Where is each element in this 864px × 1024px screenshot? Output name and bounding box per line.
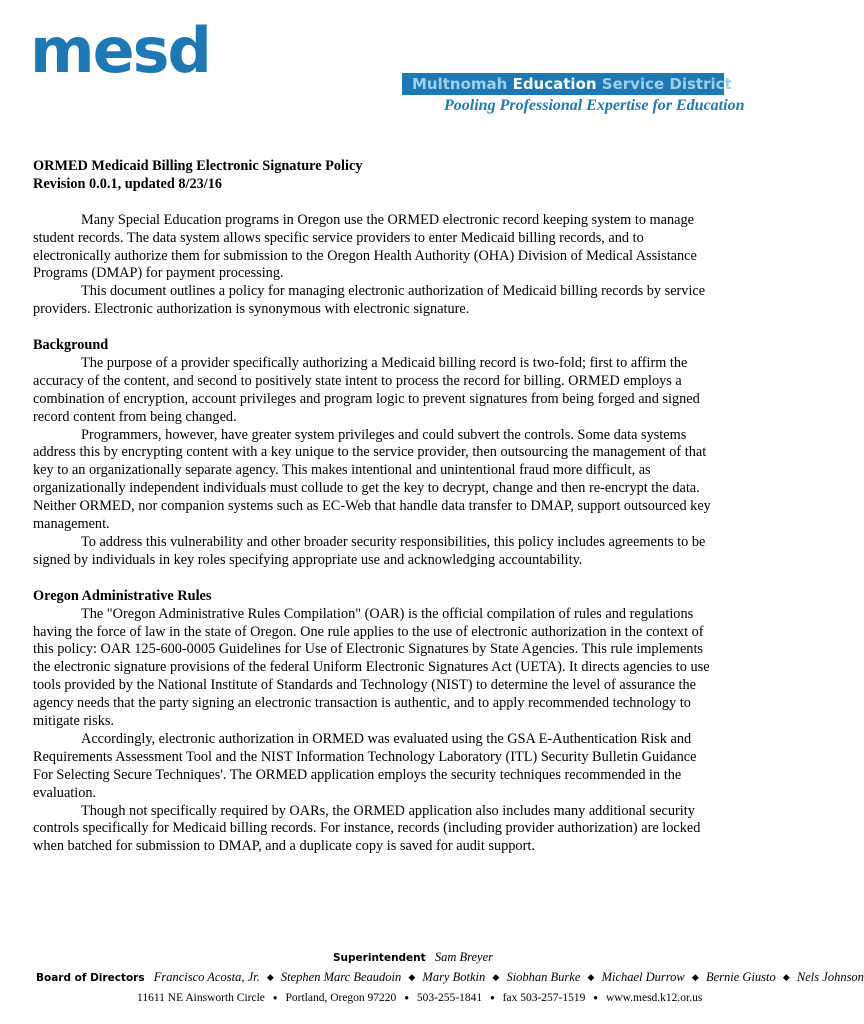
board-member: Francisco Acosta, Jr. (153, 970, 260, 984)
document-body (33, 158, 717, 856)
phone-number: 503-255-1841 (416, 992, 483, 1004)
bullet-separator-icon: ● (404, 993, 410, 1002)
mesd-logo: mesd (30, 14, 210, 87)
section-heading-oar: Oregon Administrative Rules (33, 587, 212, 604)
letterhead (0, 0, 770, 130)
diamond-separator-icon: ◆ (408, 972, 416, 982)
board-member: Nels Johnson (796, 970, 864, 984)
paragraph: The "Oregon Administrative Rules Compilation" (OAR) is the official compilation of rules and regulations having the force of law in the state of Oregon. One rule applies to the use of electronic authorization in the context of this policy: OAR 125-600-0005 Guidelines for Use of Electronic Signatures by State Agencies. This rule implements the electronic signature provisions of the federal Uniform Electronic Signatures Act (UETA). It directs agencies to use tools provided by the National Institute of Standards and Technology (NIST) to determine the level of assurance the agency needs that the party signing an electronic transaction is authentic, and to apply recommended technology to mitigate risks. (33, 605, 710, 730)
bullet-separator-icon: ● (489, 993, 495, 1002)
board-member: Michael Durrow (601, 970, 685, 984)
fax-number: fax 503-257-1519 (502, 992, 586, 1004)
diamond-separator-icon: ◆ (587, 972, 595, 982)
paragraph: This document outlines a policy for managing electronic authorization of Medicaid billing records by service providers. Electronic authorization is synonymous with electronic signature. (33, 283, 706, 318)
board-member: Mary Botkin (422, 970, 486, 984)
board-member: Stephen Marc Beaudoin (280, 970, 402, 984)
district-name-part1: Multnomah (412, 75, 508, 93)
paragraph: Though not specifically required by OARs, the ORMED application also includes many additional security controls specifically for Medicaid billing records. For instance, records (including provider authorization) are locked when batched for submission to DMAP, and a duplicate copy is saved for audit support. (33, 802, 701, 855)
district-name (412, 73, 732, 95)
superintendent-name: Sam Breyer (434, 950, 494, 964)
city-state-zip: Portland, Oregon 97220 (285, 992, 397, 1004)
board-label: Board of Directors (36, 972, 145, 984)
district-name-part3: Service District (601, 75, 732, 93)
board-member: Siobhan Burke (506, 970, 581, 984)
bullet-separator-icon: ● (272, 993, 278, 1002)
bullet-separator-icon: ● (593, 993, 599, 1002)
diamond-separator-icon: ◆ (492, 972, 500, 982)
diamond-separator-icon: ◆ (691, 972, 699, 982)
district-name-part2: Education (512, 75, 597, 93)
address-line (137, 992, 702, 1004)
superintendent-line (333, 950, 493, 965)
board-member: Bernie Giusto (705, 970, 776, 984)
paragraph: The purpose of a provider specifically authorizing a Medicaid billing record is two-fold; first to affirm the accuracy of the content, and second to positively state intent to process the record for billing. ORMED employs a combination of encryption, account privileges and program logic to prevent signatures from being forged and signed record content from being changed. (33, 354, 700, 425)
board-of-directors-line (36, 970, 864, 985)
website-url: www.mesd.k12.or.us (605, 992, 703, 1004)
tagline: Pooling Professional Expertise for Education (444, 97, 745, 114)
paragraph: To address this vulnerability and other broader security responsibilities, this policy includes agreements to be signed by individuals in key roles specifying appropriate use and acknowledging accountability. (33, 534, 706, 568)
document-title: ORMED Medicaid Billing Electronic Signature Policy (33, 158, 363, 174)
paragraph: Many Special Education programs in Oregon use the ORMED electronic record keeping system to manage student records. The data system allows specific service providers to enter Medicaid billing records, and to electronically authorize them for submission to the Oregon Health Authority (OHA) Division of Medical Assistance Programs (DMAP) for payment processing. (33, 211, 697, 282)
superintendent-label: Superintendent (333, 952, 426, 964)
street-address: 11611 NE Ainsworth Circle (137, 992, 265, 1004)
diamond-separator-icon: ◆ (782, 972, 790, 982)
paragraph: Accordingly, electronic authorization in ORMED was evaluated using the GSA E-Authentication Risk and Requirements Assessment Tool and the NIST Information Technology Laboratory (ITL) Security Bulletin Guidance For Selecting Secure Techniques'. The ORMED application employs the security techniques recommended in the evaluation. (33, 730, 697, 801)
section-heading-background: Background (33, 337, 109, 354)
document-revision: Revision 0.0.1, updated 8/23/16 (33, 175, 223, 192)
paragraph: Programmers, however, have greater system privileges and could subvert the controls. Some data systems address this by encrypting content with a key unique to the service provider, then outsourcing the management of that key to an organizationally separate agency. This makes intentional and unintentional fraud more difficult, as organizationally independent individuals must collude to get the key to decrypt, change and then re-encrypt the data. Neither ORMED, nor companion systems such as EC-Web that handle data transfer to DMAP, support outsourced key management. (33, 426, 711, 533)
diamond-separator-icon: ◆ (266, 972, 274, 982)
